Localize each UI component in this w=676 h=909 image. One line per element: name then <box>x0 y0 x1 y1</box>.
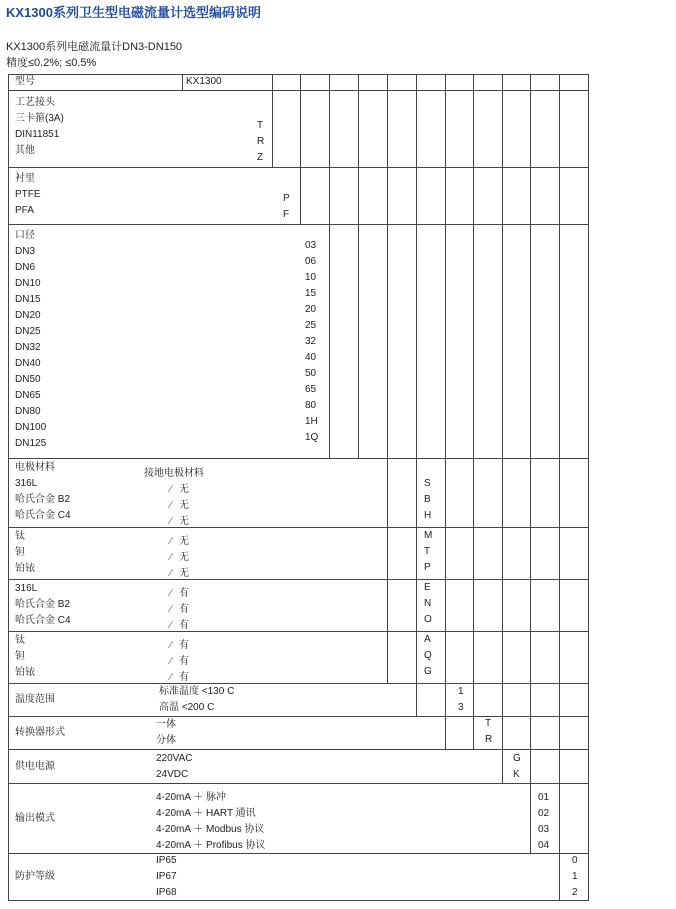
diameter-code: 1H <box>305 416 318 427</box>
diameter-option: DN32 <box>15 342 41 353</box>
table-rule <box>445 224 446 459</box>
electrode-material: 钽 <box>15 547 25 558</box>
electrode-code: M <box>424 530 433 541</box>
table-rule <box>559 74 560 91</box>
slash-mark: ⁄ <box>170 552 172 563</box>
slash-mark: ⁄ <box>170 484 172 495</box>
table-rule <box>473 527 474 580</box>
diameter-option: DN40 <box>15 358 41 369</box>
table-rule <box>272 90 273 168</box>
table-rule <box>559 458 560 528</box>
process-connection-option: 其他 <box>15 145 35 156</box>
table-rule <box>387 631 388 684</box>
table-rule <box>445 683 446 717</box>
table-rule <box>530 783 531 854</box>
table-rule <box>300 74 301 91</box>
table-rule <box>559 749 560 784</box>
diameter-option: DN6 <box>15 262 36 273</box>
power-heading: 供电电源 <box>15 761 55 772</box>
electrode-code: T <box>424 546 431 557</box>
table-rule <box>416 74 417 91</box>
table-rule <box>416 458 417 528</box>
ground-electrode-option: 无 <box>179 536 189 547</box>
table-rule <box>358 90 359 168</box>
table-rule <box>8 900 589 901</box>
diameter-code: 80 <box>305 400 317 411</box>
electrode-code: Q <box>424 650 432 661</box>
table-rule <box>502 458 503 528</box>
diameter-code: 32 <box>305 336 317 347</box>
output-option: 4-20mA ＋ Profibus 协议 <box>156 840 266 851</box>
ground-electrode-option: 无 <box>179 516 189 527</box>
table-rule <box>358 74 359 91</box>
table-rule <box>559 631 560 684</box>
electrode-material: 316L <box>15 478 38 489</box>
ground-electrode-option: 有 <box>179 620 189 631</box>
electrode-code: S <box>424 478 431 489</box>
table-rule <box>387 90 388 168</box>
table-rule <box>8 74 9 901</box>
table-rule <box>530 224 531 459</box>
table-rule <box>588 527 589 580</box>
ground-electrode-option: 无 <box>179 568 189 579</box>
slash-mark: ⁄ <box>170 604 172 615</box>
model-value: KX1300 <box>186 76 222 87</box>
process-connection-code: T <box>257 120 264 131</box>
table-rule <box>588 683 589 717</box>
power-code: G <box>513 753 521 764</box>
output-code: 04 <box>538 840 550 851</box>
table-rule <box>588 716 589 750</box>
slash-mark: ⁄ <box>170 536 172 547</box>
table-rule <box>473 579 474 632</box>
table-rule <box>502 167 503 225</box>
temperature-option: 标准温度 <130 C <box>159 686 235 697</box>
table-rule <box>588 458 589 528</box>
table-rule <box>445 631 446 684</box>
table-rule <box>530 74 531 91</box>
table-rule <box>559 783 560 854</box>
table-rule <box>387 579 388 632</box>
table-rule <box>473 631 474 684</box>
output-option: 4-20mA ＋ HART 通讯 <box>156 808 256 819</box>
lining-heading: 衬里 <box>15 173 35 184</box>
table-rule <box>445 167 446 225</box>
converter-code: T <box>485 718 492 729</box>
diameter-code: 15 <box>305 288 317 299</box>
ground-electrode-option: 无 <box>179 552 189 563</box>
table-rule <box>588 90 589 168</box>
diameter-code: 1Q <box>305 432 319 443</box>
ground-electrode-option: 有 <box>179 588 189 599</box>
diameter-option: DN3 <box>15 246 36 257</box>
electrode-material: 哈氏合金 C4 <box>15 615 71 626</box>
table-rule <box>473 716 474 750</box>
diameter-option: DN65 <box>15 390 41 401</box>
table-rule <box>416 224 417 459</box>
table-rule <box>358 167 359 225</box>
table-rule <box>530 716 531 750</box>
table-rule <box>445 527 446 580</box>
output-heading: 输出模式 <box>15 813 55 824</box>
diameter-code: 25 <box>305 320 317 331</box>
process-connection-option: 三卡箍(3A) <box>15 113 64 124</box>
lining-option: PFA <box>15 205 34 216</box>
electrode-code: E <box>424 582 431 593</box>
protection-code: 0 <box>572 855 578 866</box>
table-rule <box>588 631 589 684</box>
table-rule <box>588 224 589 459</box>
temperature-heading: 温度范围 <box>15 694 55 705</box>
table-rule <box>502 90 503 168</box>
ground-electrode-option: 无 <box>179 500 189 511</box>
output-code: 01 <box>538 792 550 803</box>
table-rule <box>588 74 589 91</box>
table-rule <box>530 579 531 632</box>
table-rule <box>387 74 388 91</box>
electrode-material: 钽 <box>15 651 25 662</box>
table-rule <box>559 683 560 717</box>
table-rule <box>272 74 273 91</box>
table-rule <box>559 579 560 632</box>
output-option: 4-20mA ＋ Modbus 协议 <box>156 824 265 835</box>
slash-mark: ⁄ <box>170 568 172 579</box>
table-rule <box>502 224 503 459</box>
table-rule <box>530 90 531 168</box>
table-rule <box>182 74 183 91</box>
table-rule <box>416 683 417 717</box>
table-rule <box>502 579 503 632</box>
table-rule <box>473 683 474 717</box>
electrode-material: 铂铱 <box>15 563 35 574</box>
output-option: 4-20mA ＋ 脉冲 <box>156 792 227 803</box>
process-connection-code: Z <box>257 152 264 163</box>
slash-mark: ⁄ <box>170 516 172 527</box>
protection-code: 2 <box>572 887 578 898</box>
table-rule <box>530 631 531 684</box>
electrode-material: 钛 <box>15 531 25 542</box>
diameter-option: DN125 <box>15 438 47 449</box>
table-rule <box>300 90 301 168</box>
process-connection-option: DIN11851 <box>15 129 60 140</box>
diameter-code: 40 <box>305 352 317 363</box>
lining-code: P <box>283 193 290 204</box>
table-rule <box>358 224 359 459</box>
diameter-option: DN100 <box>15 422 47 433</box>
protection-heading: 防护等级 <box>15 871 55 882</box>
table-rule <box>329 74 330 91</box>
table-rule <box>329 224 330 459</box>
slash-mark: ⁄ <box>170 620 172 631</box>
diameter-code: 20 <box>305 304 317 315</box>
table-rule <box>530 749 531 784</box>
diameter-option: DN50 <box>15 374 41 385</box>
electrode-material: 钛 <box>15 635 25 646</box>
table-rule <box>445 90 446 168</box>
electrode-material: 哈氏合金 C4 <box>15 510 71 521</box>
table-rule <box>473 224 474 459</box>
table-rule <box>473 90 474 168</box>
accuracy-subtitle: 精度≤0.2%; ≤0.5% <box>6 57 97 69</box>
diameter-option: DN25 <box>15 326 41 337</box>
electrode-material: 哈氏合金 B2 <box>15 599 71 610</box>
table-rule <box>387 167 388 225</box>
table-rule <box>588 749 589 784</box>
protection-option: IP65 <box>156 855 177 866</box>
diameter-heading: 口径 <box>15 230 35 241</box>
table-rule <box>473 167 474 225</box>
table-rule <box>445 579 446 632</box>
electrode-code: H <box>424 510 432 521</box>
converter-code: R <box>485 734 493 745</box>
slash-mark: ⁄ <box>170 588 172 599</box>
converter-option: 一体 <box>156 719 176 730</box>
electrode-material: 哈氏合金 B2 <box>15 494 71 505</box>
temperature-code: 1 <box>458 686 464 697</box>
table-rule <box>530 527 531 580</box>
ground-electrode-option: 有 <box>179 604 189 615</box>
process-connection-code: R <box>257 136 265 147</box>
slash-mark: ⁄ <box>170 672 172 683</box>
table-rule <box>502 683 503 717</box>
table-rule <box>502 749 503 784</box>
lining-option: PTFE <box>15 189 41 200</box>
table-rule <box>559 224 560 459</box>
electrode-code: A <box>424 634 431 645</box>
table-rule <box>387 224 388 459</box>
table-rule <box>502 716 503 750</box>
table-rule <box>588 167 589 225</box>
table-rule <box>473 74 474 91</box>
table-rule <box>329 90 330 168</box>
table-rule <box>387 527 388 580</box>
table-rule <box>559 853 560 901</box>
power-option: 220VAC <box>156 753 193 764</box>
table-rule <box>416 631 417 684</box>
table-rule <box>502 74 503 91</box>
electrode-code: B <box>424 494 431 505</box>
table-rule <box>416 527 417 580</box>
table-rule <box>300 167 301 225</box>
table-rule <box>559 90 560 168</box>
power-code: K <box>513 769 520 780</box>
lining-code: F <box>283 209 290 220</box>
table-rule <box>588 579 589 632</box>
table-rule <box>530 683 531 717</box>
table-rule <box>559 167 560 225</box>
table-rule <box>502 527 503 580</box>
ground-electrode-option: 有 <box>179 656 189 667</box>
electrode-heading: 电极材料 <box>15 462 55 473</box>
output-code: 02 <box>538 808 550 819</box>
diameter-code: 03 <box>305 240 317 251</box>
table-rule <box>530 458 531 528</box>
slash-mark: ⁄ <box>170 640 172 651</box>
diameter-option: DN10 <box>15 278 41 289</box>
converter-option: 分体 <box>156 735 176 746</box>
ground-electrode-option: 有 <box>179 672 189 683</box>
table-rule <box>588 783 589 854</box>
table-rule <box>416 167 417 225</box>
table-rule <box>502 631 503 684</box>
table-rule <box>329 167 330 225</box>
protection-code: 1 <box>572 871 578 882</box>
table-rule <box>416 90 417 168</box>
table-rule <box>445 458 446 528</box>
table-rule <box>387 458 388 528</box>
protection-option: IP67 <box>156 871 177 882</box>
diameter-code: 10 <box>305 272 317 283</box>
doc-title: KX1300系列卫生型电磁流量计选型编码说明 <box>6 5 261 20</box>
table-rule <box>473 458 474 528</box>
electrode-code: P <box>424 562 431 573</box>
diameter-code: 06 <box>305 256 317 267</box>
table-rule <box>530 167 531 225</box>
table-rule <box>445 74 446 91</box>
diameter-option: DN20 <box>15 310 41 321</box>
temperature-option: 高温 <200 C <box>159 702 215 713</box>
power-option: 24VDC <box>156 769 189 780</box>
ground-electrode-option: 无 <box>179 484 189 495</box>
output-code: 03 <box>538 824 550 835</box>
table-rule <box>8 853 589 854</box>
diameter-option: DN80 <box>15 406 41 417</box>
electrode-code: N <box>424 598 432 609</box>
table-rule <box>416 579 417 632</box>
electrode-code: G <box>424 666 432 677</box>
table-rule <box>559 716 560 750</box>
process-connection-heading: 工艺接头 <box>15 97 55 108</box>
electrode-material: 铂铱 <box>15 667 35 678</box>
table-rule <box>445 716 446 750</box>
table-rule <box>559 527 560 580</box>
diameter-code: 65 <box>305 384 317 395</box>
protection-option: IP68 <box>156 887 177 898</box>
diameter-option: DN15 <box>15 294 41 305</box>
diameter-code: 50 <box>305 368 317 379</box>
converter-heading: 转换器形式 <box>15 727 65 738</box>
temperature-code: 3 <box>458 702 464 713</box>
ground-electrode-heading: 接地电极材料 <box>144 468 204 479</box>
electrode-material: 316L <box>15 583 38 594</box>
slash-mark: ⁄ <box>170 500 172 511</box>
product-subtitle: KX1300系列电磁流量计DN3-DN150 <box>6 41 183 53</box>
slash-mark: ⁄ <box>170 656 172 667</box>
ground-electrode-option: 有 <box>179 640 189 651</box>
electrode-code: O <box>424 614 432 625</box>
model-label: 型号 <box>15 76 35 87</box>
table-rule <box>588 853 589 901</box>
